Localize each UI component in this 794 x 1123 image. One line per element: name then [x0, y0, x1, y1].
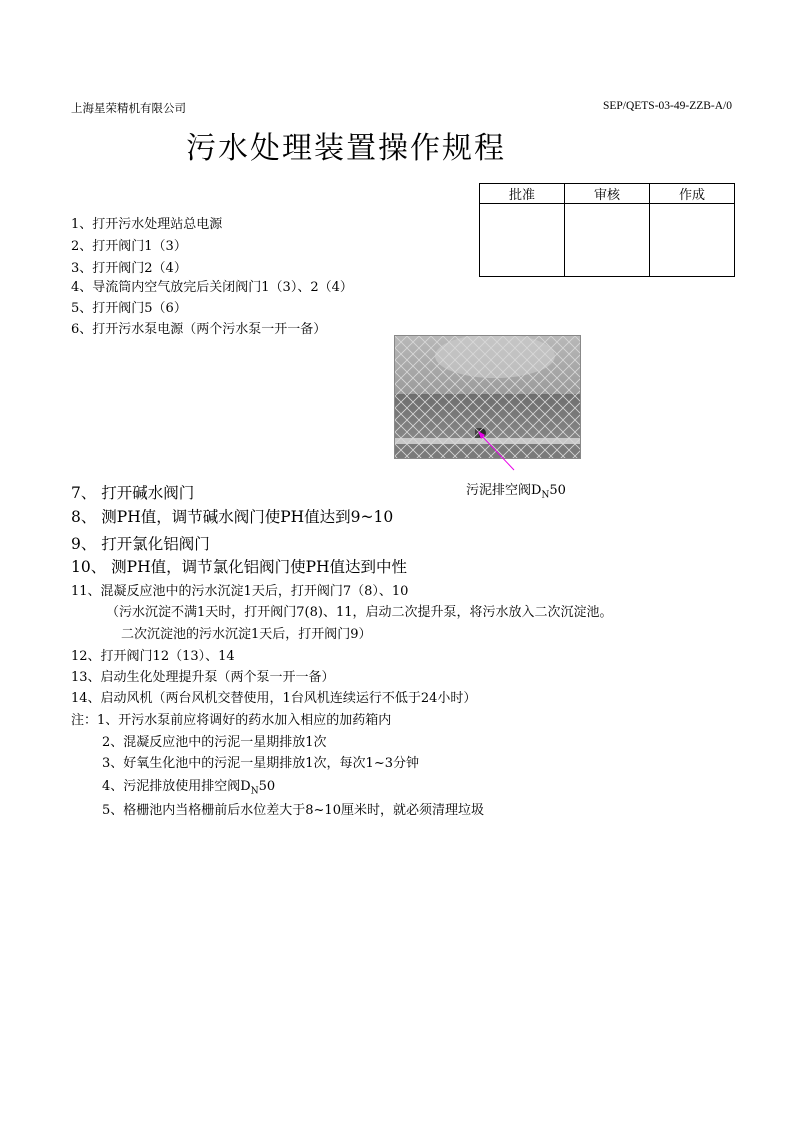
step-9: 9、 打开氯化铝阀门 [71, 535, 210, 553]
step-8: 8、 测PH值，调节碱水阀门使PH值达到9~10 [71, 508, 394, 526]
pointer-arrow-icon [470, 428, 520, 474]
note-1: 注：1、开污水泵前应将调好的药水加入相应的加药箱内 [71, 713, 392, 728]
step-6: 6、打开污水泵电源（两个污水泵一开一备） [71, 322, 327, 337]
note-3: 3、好氧生化池中的污泥一星期排放1次，每次1~3分钟 [102, 756, 419, 771]
approval-header-review: 审核 [565, 184, 650, 204]
company-name: 上海星荣精机有限公司 [71, 101, 186, 115]
step-10: 10、 测PH值，调节氯化铝阀门使PH值达到中性 [71, 558, 408, 576]
note-4: 4、污泥排放使用排空阀$D_N50$ [102, 779, 276, 797]
approval-table [479, 183, 735, 277]
step-13: 13、启动生化处理提升泵（两个泵一开一备） [71, 670, 335, 685]
step-5: 5、打开阀门5（6） [71, 301, 187, 316]
approval-signature-review [565, 204, 650, 277]
step-2: 2、打开阀门1（3） [71, 239, 187, 254]
step-1: 1、打开污水处理站总电源 [71, 217, 223, 232]
step-14: 14、启动风机（两台风机交替使用，1台风机连续运行不低于24小时） [71, 691, 477, 706]
approval-header-approve: 批准 [480, 184, 565, 204]
approval-header-prepared: 作成 [650, 184, 735, 204]
document-number: SEP/QETS-03-49-ZZB-A/0 [602, 100, 732, 112]
step-11-note-line-2: 二次沉淀池的污水沉淀1天后，打开阀门9） [121, 627, 372, 642]
step-11-note-line-1: （污水沉淀不满1天时，打开阀门7(8)、11，启动二次提升泵，将污水放入二次沉淀池。 [106, 605, 613, 620]
step-3: 3、打开阀门2（4） [71, 261, 187, 276]
photo-caption: 污泥排空阀$D_N50$ [466, 483, 566, 501]
step-4: 4、导流筒内空气放完后关闭阀门1（3）、2（4） [71, 280, 353, 295]
page-title: 污水处理装置操作规程 [186, 131, 506, 166]
note-2: 2、混凝反应池中的污泥一星期排放1次 [102, 735, 327, 750]
approval-signature-approve [480, 204, 565, 277]
note-5: 5、格栅池内当格栅前后水位差大于8~10厘米时，就必须清理垃圾 [102, 803, 484, 818]
approval-signature-prepared [650, 204, 735, 277]
step-12: 12、打开阀门12（13）、14 [71, 649, 235, 664]
step-11: 11、混凝反应池中的污水沉淀1天后，打开阀门7（8）、10 [71, 584, 409, 599]
step-7: 7、 打开碱水阀门 [71, 484, 195, 502]
